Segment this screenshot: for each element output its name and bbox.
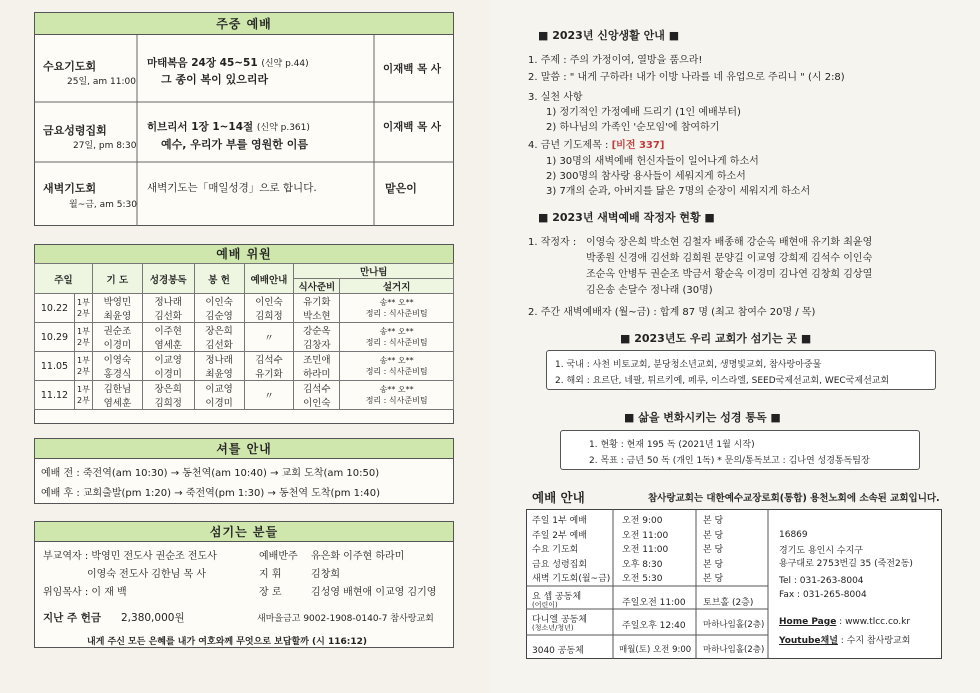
wed-prayer-time: 25일, am 11:00	[67, 77, 136, 87]
info-box	[526, 509, 942, 659]
info-fax: Fax : 031-265-8004	[779, 590, 867, 600]
serve-overseas: 2. 해외 : 요르단, 네팔, 튀르키예, 페루, 이스라엘, SEED국제선교회, WEC국제선교회	[555, 376, 890, 386]
wed-sermon-title: 그 종이 복이 있으리라	[161, 73, 269, 86]
dawn-names-3: 조순옥 안병두 권순조 박금서 황순옥 이경미 김나연 김창희 김상열	[586, 269, 873, 280]
faith-theme: 1. 주제 : 주의 가정이여, 열방을 품으라!	[528, 55, 703, 66]
weekday-worship-section	[34, 12, 454, 226]
staff-title: 섬기는 분들	[35, 522, 453, 542]
faith-prayer-1: 1) 30명의 새벽예배 헌신자들이 일어나게 하소서	[546, 156, 759, 167]
closing-verse: 내게 주신 모든 은혜를 내가 여호와께 무엇으로 보답할까 (시 116:12)	[87, 637, 367, 647]
info-daniel: 다니엘 공동체	[532, 615, 588, 625]
dawn-prayer-time: 월~금, am 5:30	[69, 200, 138, 210]
fri-passage: 히브리서 1장 1~14절 (신약 p.361)	[147, 121, 310, 133]
offering-label: 지난 주 헌금	[43, 612, 102, 624]
info-address-1: 경기도 용인시 수지구	[779, 546, 863, 556]
faith-prayer: 4. 금년 기도제목 : [비전 337]	[528, 140, 665, 151]
staff-accompanist-label: 예배반주	[259, 551, 298, 562]
info-daniel-place: 마하나임홀(2층)	[703, 620, 765, 630]
duty-row: 11.12 1부 2부 김한님 염세훈 장은희 김희정 이교영 이경미 〃 김석수 이인숙 송** 오** 정리 : 식사준비팀	[35, 381, 454, 410]
faith-practice-2: 2) 하나님의 가족인 '순모임'에 참여하기	[546, 122, 720, 133]
col-prayer: 기 도	[92, 264, 142, 294]
shuttle-section	[34, 438, 454, 504]
info-daniel-sub: (청소년/청년)	[532, 624, 574, 632]
dawn-names-2: 박종원 신경애 김선화 김희원 문양길 이교영 강희제 김석수 이인숙	[586, 253, 873, 264]
faith-title: ■ 2023년 신앙생활 안내 ■	[538, 29, 680, 42]
info-service-places: 본 당 본 당 본 당 본 당 본 당	[703, 516, 724, 584]
staff-assistants-2: 이영숙 전도사 김한님 목 사	[87, 569, 206, 580]
serve-title: ■ 2023년도 우리 교회가 섬기는 곳 ■	[620, 332, 812, 345]
serve-box	[546, 350, 936, 390]
shuttle-after: 예배 후 : 교회출발(pm 1:20) → 죽전역(pm 1:30) → 동천역 도착(pm 1:40)	[41, 488, 381, 499]
staff-conductor: 김창희	[311, 569, 340, 580]
bible-box	[560, 430, 920, 470]
info-address-2: 용구대로 2753번길 35 (죽전2동)	[779, 559, 913, 569]
duty-section	[34, 244, 454, 424]
info-service-times: 오전 9:00 오전 11:00 오전 11:00 오후 8:30 오전 5:30	[622, 516, 669, 584]
info-zip: 16869	[779, 530, 808, 540]
faith-practice: 3. 실천 사항	[528, 92, 583, 103]
col-offering: 봉 헌	[194, 264, 244, 294]
duty-table	[34, 263, 454, 410]
bible-title: ■ 삶을 변화시키는 성경 통독 ■	[624, 411, 781, 424]
offering-account: 새마을금고 9002-1908-0140-7 참사랑교회	[257, 614, 434, 624]
shuttle-before: 예배 전 : 죽전역(am 10:30) → 동천역(am 10:40) → 교회 도착(am 10:50)	[41, 468, 380, 479]
weekday-worship-title: 주중 예배	[35, 13, 453, 35]
info-description: 참사랑교회는 대한예수교장로회(통합) 용천노회에 소속된 교회입니다.	[648, 493, 940, 504]
duty-row: 10.22 1부 2부 박영민 최윤영 정나래 김선화 이인숙 김순영 이인숙 김희정 유기화 박소현 송** 오** 정리 : 식사준비팀	[35, 294, 454, 323]
staff-elders: 김성영 배현애 이교영 김기영	[311, 587, 437, 598]
info-service-names: 주일 1부 예배 주일 2부 예배 수요 기도회 금요 성령집회 새벽 기도회(월~금)	[532, 516, 611, 584]
bible-goal: 2. 목표 : 금년 50 독 (개인 1독) * 문의/통독보고 : 김나연 성경통독팀장	[589, 456, 870, 466]
wed-preacher: 이재백 목 사	[383, 63, 442, 75]
col-dish: 설거지	[340, 279, 454, 294]
duty-title: 예배 위원	[35, 245, 453, 264]
dawn-weekly: 2. 주간 새벽예배자 (월~금) : 합계 87 명 (최고 참여수 20명 / 목)	[528, 307, 816, 318]
faith-prayer-2: 2) 300명의 참사랑 용사들이 세워지게 하소서	[546, 171, 746, 182]
wed-prayer-name: 수요기도회	[43, 60, 97, 73]
col-nanum: 만나팀	[294, 264, 454, 279]
col-date: 주일	[35, 264, 93, 294]
faith-prayer-3: 3) 7개의 순과, 아버지를 닮은 7명의 순장이 세워지게 하소서	[546, 186, 811, 197]
dawn-names-1: 이영숙 장은희 박소현 김철자 배종해 강순옥 배현애 유기화 최윤영	[586, 237, 873, 248]
col-reading: 성경봉독	[142, 264, 194, 294]
info-tel: Tel : 031-263-8004	[779, 576, 864, 586]
info-joseph: 요 셉 공동체	[532, 592, 582, 602]
staff-section	[34, 521, 454, 648]
info-joseph-time: 주일오전 11:00	[622, 598, 686, 608]
info-joseph-sub: (어린이)	[532, 601, 558, 609]
fri-preacher: 이재백 목 사	[383, 121, 442, 133]
fri-meeting-time: 27일, pm 8:30	[73, 141, 137, 151]
staff-senior-pastor: 위임목사 : 이 재 백	[43, 587, 127, 598]
serve-domestic: 1. 국내 : 사천 비토교회, 분당청소년교회, 생명빛교회, 참사랑아중물	[555, 360, 822, 370]
dawn-prayer-name: 새벽기도회	[43, 182, 97, 195]
col-guide: 예배안내	[244, 264, 294, 294]
info-3040: 3040 공동체	[532, 646, 584, 656]
staff-accompanist: 유은화 이주현 하라미	[311, 551, 405, 562]
faith-word: 2. 말씀 : " 내게 구하라! 내가 이방 나라를 네 유업으로 주리니 " (시 2:8)	[528, 72, 845, 83]
info-title: 예배 안내	[532, 490, 585, 505]
dawn-preacher: 맡은이	[385, 182, 417, 195]
duty-row: 11.05 1부 2부 이영숙 홍경식 이교영 이경미 정나래 최윤영 김석수 유기화 조민애 하라미 송** 오** 정리 : 식사준비팀	[35, 352, 454, 381]
info-youtube[interactable]: Youtube채널 : 수지 참사랑교회	[779, 636, 911, 646]
dawn-note: 새벽기도는「매일성경」으로 합니다.	[147, 182, 317, 194]
info-3040-place: 마하나임홀(2층)	[703, 645, 765, 655]
info-joseph-place: 토브홀 (2층)	[703, 598, 754, 608]
staff-assistants: 부교역자 : 박영민 전도사 권순조 전도사	[43, 551, 217, 562]
fri-sermon-title: 예수, 우리가 부를 영원한 이름	[161, 138, 309, 151]
dawn-label: 1. 작정자 :	[528, 237, 577, 248]
duty-row: 10.29 1부 2부 권순조 이경미 이주현 염세훈 장은희 김선화 〃 강순옥 김창자 송** 오** 정리 : 식사준비팀	[35, 323, 454, 352]
bible-status: 1. 현황 : 현재 195 독 (2021년 1월 시작)	[589, 440, 755, 450]
dawn-title: ■ 2023년 새벽예배 작정자 현황 ■	[538, 211, 715, 224]
wed-passage: 마태복음 24장 45~51 (신약 p.44)	[147, 57, 309, 69]
col-meal: 식사준비	[294, 279, 340, 294]
staff-conductor-label: 지 휘	[259, 569, 282, 580]
staff-elders-label: 장 로	[259, 587, 282, 598]
faith-practice-1: 1) 정기적인 가정예배 드리기 (1인 예배부터)	[546, 107, 741, 118]
dawn-names-4: 김은송 손달수 정나래 (30명)	[586, 285, 713, 296]
info-3040-time: 매월(토) 오전 9:00	[619, 645, 692, 655]
offering-amount: 2,380,000원	[121, 612, 185, 624]
right-page	[490, 0, 980, 693]
info-homepage[interactable]: Home Page : www.tlcc.co.kr	[779, 617, 911, 627]
fri-meeting-name: 금요성령집회	[43, 124, 107, 137]
info-daniel-time: 주일오후 12:40	[622, 621, 686, 631]
shuttle-title: 셔틀 안내	[35, 439, 453, 459]
